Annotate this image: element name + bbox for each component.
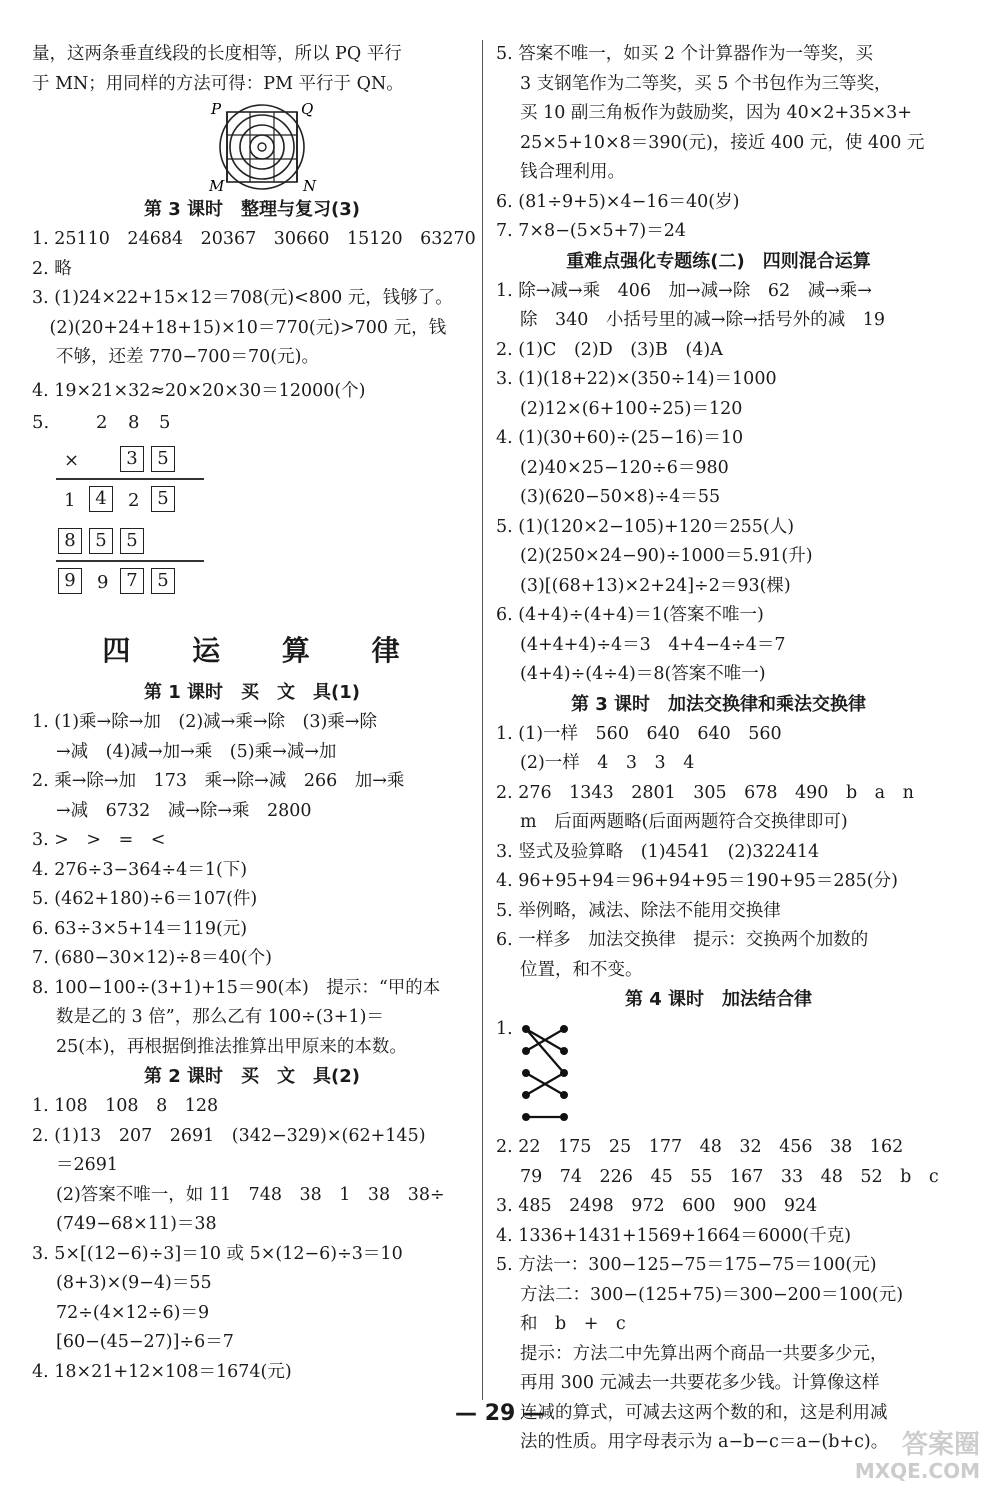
answer-line: 5. 方法一：300−125−75＝175−75＝100(元) [496,1255,877,1275]
answer-line: 2. (1)C (2)D (3)B (4)A [496,339,723,360]
digit: 5 [159,412,171,433]
hint-line: 连减的算式，可减去这两个数的和，这是利用减 [520,1402,888,1423]
digit: 9 [97,572,109,593]
answer-line: 4. 18×21+12×108＝1674(元) [32,1361,292,1382]
answer-line: 25(本)，再根据倒推法推算出甲原来的本数。 [56,1036,407,1057]
answer-line: (2)40×25−120÷6＝980 [520,457,729,478]
calc-rule [56,478,204,480]
answer-line: →减 6732 减→除→乘 2800 [56,800,312,821]
answer-line: (4+4)÷(4÷4)＝8(答案不唯一) [520,664,766,684]
lesson3-review-title: 第 3 课时 整理与复习(3) [143,199,361,220]
left-column [32,40,476,1387]
question-number: 5. [32,412,50,433]
answer-line: 4. 19×21×32≈20×20×30＝12000(个) [32,380,366,401]
answer-line: 6. 63÷3×5+14＝119(元) [32,918,248,939]
digit: 1 [64,490,76,511]
answer-line: 5. (462+180)÷6＝107(件) [32,889,258,909]
answer-line: 1. 25110 24684 20367 30660 15120 63270 [32,229,476,249]
digit-box: 7 [120,568,144,594]
column-divider [482,40,483,1400]
answer-line: 72÷(4×12÷6)＝9 [56,1302,210,1323]
answer-line: (2)12×(6+100÷25)＝120 [520,398,743,419]
answer-line: 4. (1)(30+60)÷(25−16)＝10 [496,428,744,448]
answer-line: 2. 276 1343 2801 305 678 490 b a n [496,782,914,803]
hint-line: 提示：方法二中先算出两个商品一共要多少元， [520,1343,888,1364]
answer-line: (8+3)×(9−4)＝55 [56,1273,212,1293]
answer-line: 位置，和不变。 [520,959,643,980]
answer-line: 1. 108 108 8 128 [32,1096,219,1116]
answer-line: 1. (1)一样 560 640 640 560 [496,723,782,744]
matching-lines-figure [518,1021,574,1127]
answer-line: 1. 除→减→乘 406 加→减→除 62 减→乘→ [496,280,872,301]
right-column [496,40,941,1458]
lesson3-title: 第 3 课时 加法交换律和乘法交换律 [570,693,867,715]
calc-rule [56,560,204,562]
answer-line: (2)(20+24+18+15)×10＝770(元)>700 元，钱 [32,317,447,338]
hint-line: 再用 300 元减去一共要花多少钱。计算像这样 [520,1373,880,1393]
answer-line: 6. (4+4)÷(4+4)＝1(答案不唯一) [496,605,764,625]
answer-line: 钱合理利用。 [520,162,625,182]
answer-line: 3. 485 2498 972 600 900 924 [496,1196,818,1216]
answer-line: 2. 22 175 25 177 48 32 456 38 162 [496,1137,904,1157]
answer-line: 4. 96+95+94＝96+94+95＝190+95＝285(分) [496,871,898,891]
digit-box: 9 [58,568,82,594]
digit-box: 3 [120,446,144,472]
digit-box: 5 [120,528,144,554]
digit-box: 5 [151,486,175,512]
answer-line: 3. (1)24×22+15×12＝708(元)<800 元，钱够了。 [32,288,453,308]
answer-line: 8. 100−100÷(3+1)+15＝90(本) 提示：“甲的本 [32,977,441,998]
label-m: M [209,177,225,193]
answer-line: ＝2691 [56,1155,119,1175]
digit-box: 5 [151,568,175,594]
answer-line: 5. 答案不唯一，如买 2 个计算器作为一等奖，买 [496,44,874,64]
page-number: — 29 — [455,1401,545,1426]
answer-line: 5. 举例略，减法、除法不能用交换律 [496,900,781,921]
hint-line: 法的性质。用字母表示为 a−b−c＝a−(b+c)。 [520,1432,889,1452]
digit-box: 8 [58,528,82,554]
label-n: N [303,177,317,193]
answer-line: 25×5+10×8＝390(元)，接近 400 元，使 400 元 [520,132,925,153]
answer-line: 3. 竖式及验算略 (1)4541 (2)322414 [496,841,820,862]
answer-line: 3. > > = < [32,830,166,850]
answer-line: 2. 乘→除→加 173 乘→除→减 266 加→乘 [32,771,405,791]
answer-line: 3 支钢笔作为二等奖，买 5 个书包作为三等奖， [520,73,892,94]
lesson4-title: 第 4 课时 加法结合律 [624,989,813,1010]
answer-line: 7. 7×8−(5×5+7)＝24 [496,221,687,241]
question-number: 1. [496,1019,513,1039]
answer-line: 7. (680−30×12)÷8＝40(个) [32,948,272,968]
answer-line: 除 340 小括号里的减→除→括号外的减 19 [520,310,885,330]
answer-line: m 后面两题略(后面两题符合交换律即可) [520,812,848,832]
label-q: Q [301,101,314,118]
answer-line: (3)[(68+13)×2+24]÷2＝93(棵) [520,575,791,596]
answer-line: 79 74 226 45 55 167 33 48 52 b c [520,1166,939,1187]
digit-box: 5 [151,446,175,472]
digit-box: 4 [89,486,113,512]
matching-question [496,1015,941,1133]
digit: 2 [128,490,140,511]
answer-line: 2. (1)13 207 2691 (342−329)×(62+145) [32,1125,426,1146]
answer-line: 6. (81÷9+5)×4−16＝40(岁) [496,191,740,212]
answer-line: 方法二：300−(125+75)＝300−200＝100(元) [520,1284,904,1305]
answer-line: [60−(45−27)]÷6＝7 [56,1332,234,1352]
answer-line: 和 b + c [520,1314,626,1334]
answer-line: (2)(250×24−90)÷1000＝5.91(升) [520,546,813,566]
digit: 8 [128,412,140,433]
chapter-title: 四 运 算 律 [102,634,426,667]
answer-line: 4. 276÷3−364÷4＝1(下) [32,859,248,880]
answer-line: 4. 1336+1431+1569+1664＝6000(千克) [496,1225,852,1246]
lesson1-title: 第 1 课时 买 文 具(1) [143,682,361,703]
answer-line: (749−68×11)＝38 [56,1214,217,1234]
answer-line: →减 (4)减→加→乘 (5)乘→减→加 [56,741,337,762]
answer-line: 2. 略 [32,258,72,279]
answer-line: (4+4+4)÷4＝3 4+4−4÷4＝7 [520,634,786,655]
times-sign: × [64,450,80,471]
answer-line: 1. (1)乘→除→加 (2)减→乘→除 (3)乘→除 [32,712,377,732]
concentric-circles-figure [207,101,317,193]
intro-line: 于 MN；用同样的方法可得：PM 平行于 QN。 [32,73,404,94]
watermark-text: 答案圈 [901,1430,980,1460]
watermark-url: MXQE.COM [854,1459,980,1483]
intro-line: 量，这两条垂直线段的长度相等，所以 PQ 平行 [32,44,402,64]
multiplication-puzzle [32,412,472,622]
digit-box: 5 [89,528,113,554]
answer-line: (2)一样 4 3 3 4 [520,753,695,773]
answer-line: 不够，还差 770−700＝70(元)。 [56,347,319,367]
answer-line: 3. 5×[(12−6)÷3]＝10 或 5×(12−6)÷3＝10 [32,1243,403,1264]
special-practice-title: 重难点强化专题练(二) 四则混合运算 [566,250,871,272]
watermark-logo [855,1432,980,1484]
answer-line: 6. 一样多 加法交换律 提示：交换两个加数的 [496,930,869,950]
lesson2-title: 第 2 课时 买 文 具(2) [143,1066,361,1087]
answer-line: (2)答案不唯一，如 11 748 38 1 38 38÷ [56,1184,445,1205]
digit: 2 [96,412,108,433]
label-p: P [211,101,222,118]
answer-line: 数是乙的 3 倍”，那么乙有 100÷(3+1)＝ [56,1007,384,1027]
answer-line: 5. (1)(120×2−105)+120＝255(人) [496,516,795,537]
answer-line: 3. (1)(18+22)×(350÷14)＝1000 [496,369,777,389]
answer-line: (3)(620−50×8)÷4＝55 [520,487,721,507]
answer-line: 买 10 副三角板作为鼓励奖，因为 40×2+35×3+ [520,103,912,123]
